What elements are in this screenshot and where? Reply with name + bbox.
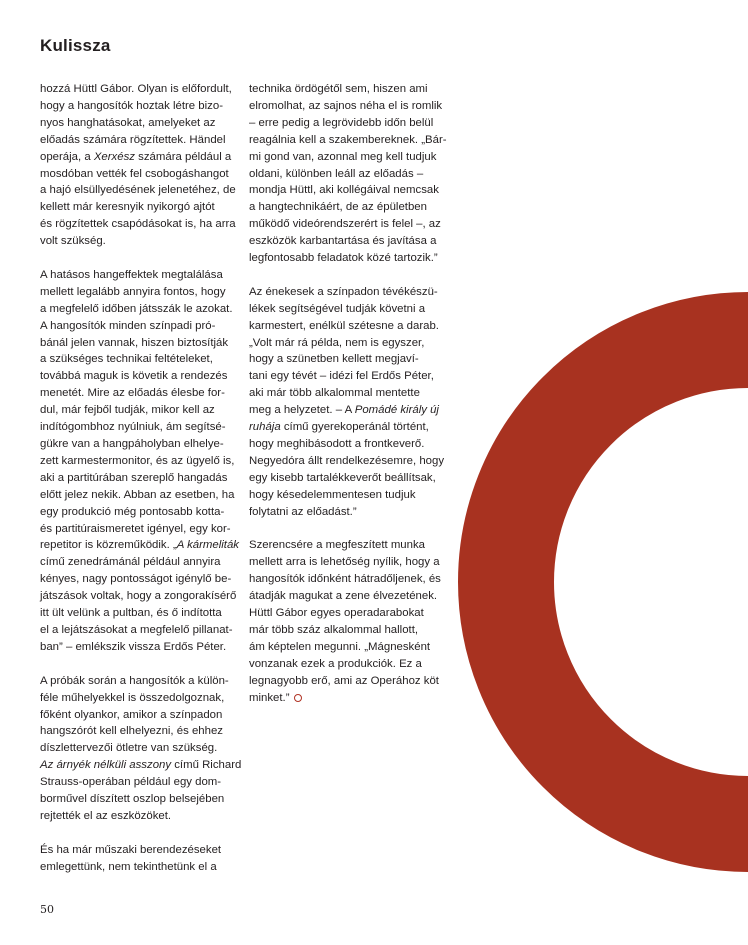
opera-title: Pomádé király új bbox=[354, 404, 439, 417]
text-line: hogy a szünetben kellett megjaví- bbox=[249, 353, 419, 366]
text-fragment: című gyerekoperánál történt, bbox=[280, 421, 429, 434]
text-line bbox=[40, 757, 242, 774]
text-line: Az énekesek a színpadon tévékészü- bbox=[249, 285, 438, 298]
text-line: rejtették el az eszközöket. bbox=[40, 809, 172, 822]
text-line: elromolhat, az sajnos néha el is romlik bbox=[249, 99, 443, 112]
page-number: 50 bbox=[40, 903, 54, 916]
text-line: egy kisebb tartalékkeverőt beállítsak, bbox=[249, 471, 436, 484]
text-line: gükre van a hangpáholyban elhelye- bbox=[40, 438, 224, 451]
text-line: már több száz alkalommal hallott, bbox=[249, 623, 419, 636]
text-line: ám képtelen megunni. „Mágnesként bbox=[249, 640, 431, 653]
text-line: mi gond van, azonnal meg kell tudjuk bbox=[249, 150, 437, 163]
text-line: oldani, különben leáll az előadás – bbox=[249, 167, 424, 180]
section-title: Kulissza bbox=[40, 36, 111, 55]
text-line: zett karmestermonitor, és az ügyelő is, bbox=[40, 454, 235, 467]
paragraph bbox=[40, 842, 232, 876]
text-line: tani egy tévét – idézi fel Erdős Péter, bbox=[249, 370, 434, 383]
text-line: kellett már keresnyik nyikorgó ajtót bbox=[40, 201, 215, 214]
text-line: borművel díszített oszlop belsejében bbox=[40, 793, 225, 806]
text-line: egy produkció még pontosabb kotta- bbox=[40, 505, 225, 518]
text-line: nyos hanghatásokat, amelyeket az bbox=[40, 116, 216, 129]
text-line: a szükséges technikai feltételeket, bbox=[40, 353, 213, 366]
text-line: hangosítók időnként hátradőljenek, és bbox=[249, 573, 441, 586]
text-line: aki már több alkalommal mentette bbox=[249, 387, 420, 400]
text-line: hogy a hangosítók hoztak létre bizo- bbox=[40, 99, 223, 112]
text-line: indítógombhoz nyúlniuk, ám segítsé- bbox=[40, 421, 226, 434]
text-line: átadják magukat a zene élvezetének. bbox=[249, 590, 438, 603]
text-line: A hangosítók minden színpadi pró- bbox=[40, 319, 216, 332]
text-line: itt ült velünk a pultban, és ő indította bbox=[40, 607, 222, 620]
text-line: működő videórendszerért is felel –, az bbox=[249, 218, 441, 231]
text-line: és partitúraismeretet igényel, egy kor- bbox=[40, 522, 231, 535]
text-line: el a lejátszásokat a megfelelő pillanat- bbox=[40, 623, 233, 636]
text-line: dul, már fejből tudják, mikor kell az bbox=[40, 404, 215, 417]
text-line: előadás számára rögzítettek. Händel bbox=[40, 133, 226, 146]
text-line: emlegettünk, nem tekinthetünk el a bbox=[40, 860, 217, 873]
text-line: hangszórót kell elhelyezni, és ehhez bbox=[40, 725, 223, 738]
paragraph bbox=[249, 284, 444, 521]
text-fragment: minket.” bbox=[249, 691, 290, 704]
text-line: mellett arra is lehetőség nyílik, hogy a bbox=[249, 556, 440, 569]
text-line: kényes, nagy pontosságot igénylő be- bbox=[40, 573, 232, 586]
text-line: hogy késedelemmentesen tudjuk bbox=[249, 488, 416, 501]
text-line: és rögzítettek csapódásokat is, ha arra bbox=[40, 218, 236, 231]
opera-title: Xerxész bbox=[93, 150, 135, 163]
text-line: reagálnia kell a szakembereknek. „Bár- bbox=[249, 133, 447, 146]
opera-title: A kármeliták bbox=[176, 539, 239, 552]
text-line: hogy meghibásodott a frontkeverő. bbox=[249, 438, 425, 451]
opera-title: ruhája bbox=[249, 421, 281, 434]
text-line: a hajó elsüllyedésének jelenetéhez, de bbox=[40, 184, 236, 197]
text-line: mellett legalább annyira fontos, hogy bbox=[40, 285, 226, 298]
text-line: díszlettervezői ötletre van szükség. bbox=[40, 742, 218, 755]
text-line: bánál jelen vannak, hiszen biztosítják bbox=[40, 336, 229, 349]
paragraph bbox=[249, 81, 447, 267]
text-line: És ha már műszaki berendezéseket bbox=[40, 843, 222, 856]
decorative-ring bbox=[458, 292, 748, 872]
text-line: „Volt már rá példa, nem is egyszer, bbox=[249, 336, 425, 349]
text-line bbox=[40, 149, 232, 166]
text-line bbox=[40, 537, 239, 554]
article-column-left bbox=[40, 81, 242, 892]
paragraph bbox=[40, 81, 236, 250]
text-line: mondja Hüttl, aki kollégáival nemcsak bbox=[249, 184, 439, 197]
text-line: menetét. Mire az előadás élesbe for- bbox=[40, 387, 225, 400]
paragraph bbox=[249, 537, 444, 706]
article-end-mark-icon bbox=[294, 694, 302, 702]
text-line: továbbá maguk is követik a rendezés bbox=[40, 370, 228, 383]
text-line: legfontosabb feladatok közé tartozik.” bbox=[249, 252, 438, 265]
text-line: technika ördögétől sem, hiszen ami bbox=[249, 83, 428, 95]
text-line: eszközök karbantartása és javítása a bbox=[249, 235, 437, 248]
text-line: A hatásos hangeffektek megtalálása bbox=[40, 268, 223, 281]
text-line: féle műhelyekkel is összedolgoznak, bbox=[40, 691, 225, 704]
text-line: mosdóban vették fel csobogáshangot bbox=[40, 167, 229, 180]
text-line: A próbák során a hangosítók a külön- bbox=[40, 674, 229, 687]
text-line: ban” – emlékszik vissza Erdős Péter. bbox=[40, 640, 227, 653]
text-line: Negyedóra állt rendelkezésemre, hogy bbox=[249, 454, 445, 467]
text-line: játszások voltak, hogy a zongorakísérő bbox=[40, 590, 237, 603]
text-line: – erre pedig a legrövidebb időn belül bbox=[249, 116, 434, 129]
text-line: volt szükség. bbox=[40, 235, 106, 248]
article-column-right bbox=[249, 81, 447, 723]
text-line: legnagyobb erő, ami az Operához köt bbox=[249, 674, 439, 687]
text-line: folytatni az előadást.” bbox=[249, 505, 357, 518]
text-fragment: című Richard bbox=[171, 759, 242, 772]
text-line bbox=[249, 402, 444, 419]
text-line: Strauss-operában például egy dom- bbox=[40, 776, 222, 789]
paragraph bbox=[40, 267, 239, 656]
text-line bbox=[249, 419, 444, 436]
text-fragment: meg a helyzetet. – A bbox=[249, 404, 355, 417]
text-line: a hangtechnikáért, de az épületben bbox=[249, 201, 427, 214]
text-line: vonzanak ezek a produkciók. Ez a bbox=[249, 657, 422, 670]
text-line: aki a partitúrában szereplő hangadás bbox=[40, 471, 228, 484]
text-line: Hüttl Gábor egyes operadarabokat bbox=[249, 607, 424, 620]
text-line: főként olyankor, amikor a színpadon bbox=[40, 708, 223, 721]
text-fragment: számára például a bbox=[134, 150, 232, 163]
text-line: karmestert, enélkül szétesne a darab. bbox=[249, 319, 439, 332]
opera-title: Az árnyék nélküli asszony bbox=[40, 759, 172, 772]
text-fragment: operája, a bbox=[40, 150, 94, 163]
text-line: előtt jelez nekik. Abban az esetben, ha bbox=[40, 488, 235, 501]
text-line: Szerencsére a megfeszített munka bbox=[249, 539, 426, 552]
text-line: lékek segítségével tudják követni a bbox=[249, 302, 426, 315]
text-fragment: repetitor is közreműködik. „ bbox=[40, 539, 177, 552]
text-line bbox=[249, 690, 444, 707]
text-line: című zenedrámánál például annyira bbox=[40, 556, 221, 569]
paragraph bbox=[40, 673, 242, 825]
text-line: a megfelelő időben játsszák le azokat. bbox=[40, 302, 233, 315]
text-line: hozzá Hüttl Gábor. Olyan is előfordult, bbox=[40, 83, 232, 95]
